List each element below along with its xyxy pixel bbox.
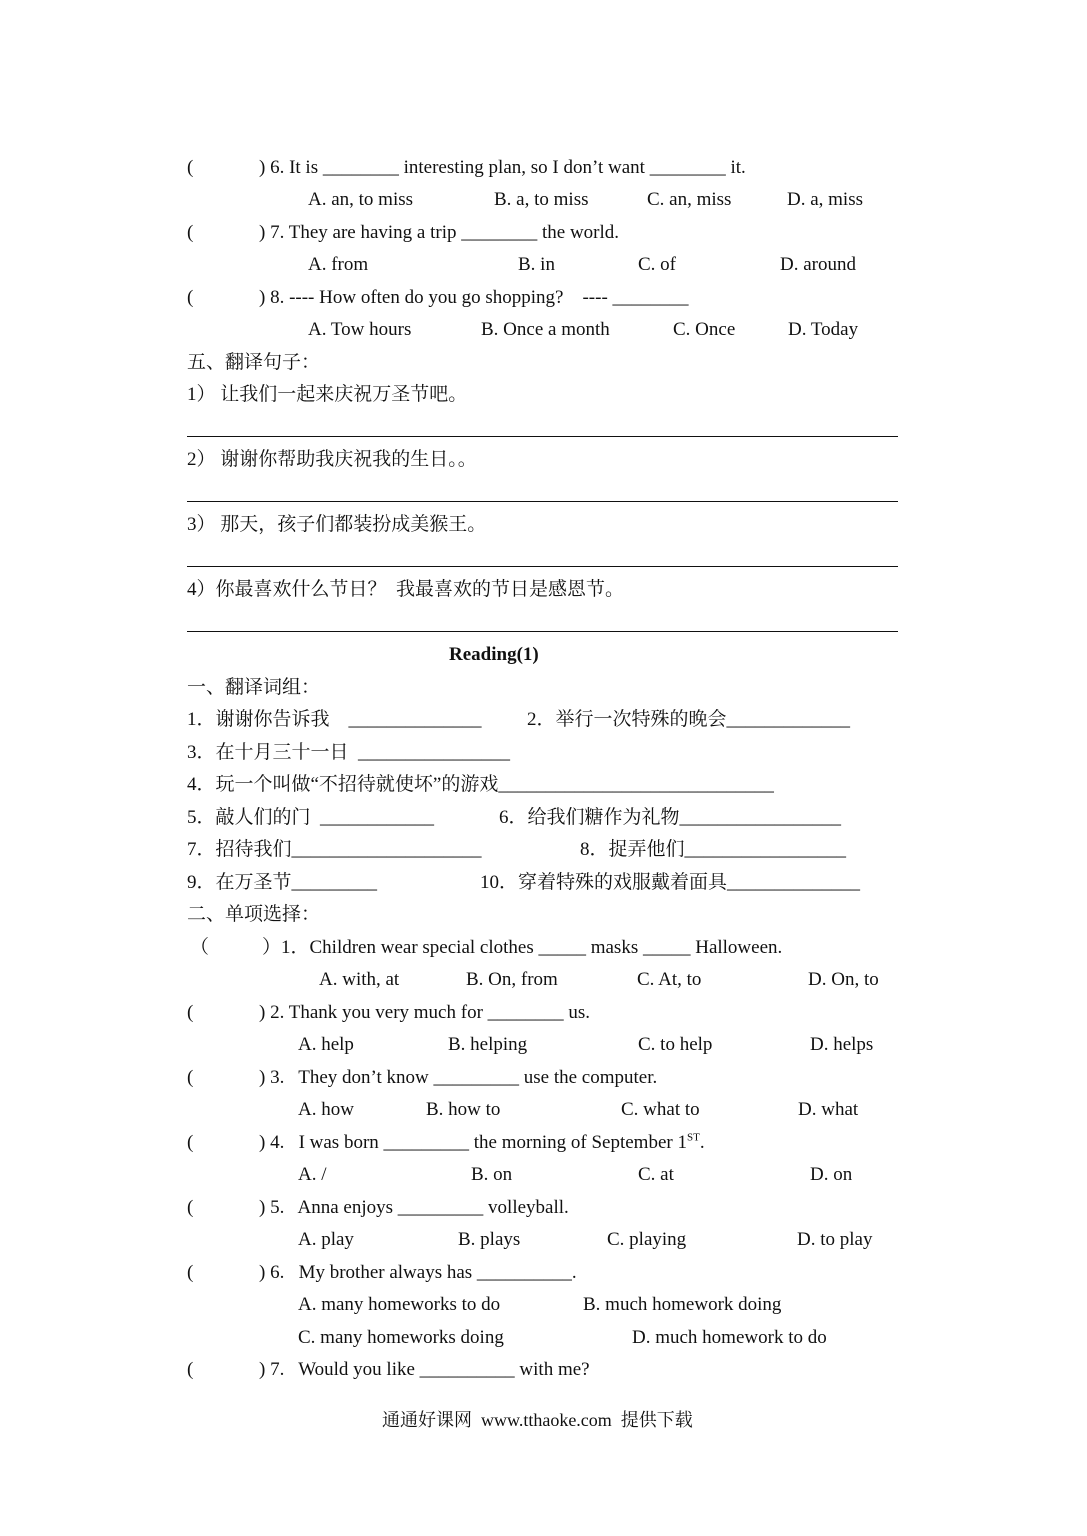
rq3-option-a: A. how xyxy=(298,1099,354,1120)
q8-stem: ) 8. ---- How often do you go shopping? ---- ________ xyxy=(259,287,689,308)
q8-option-b: B. Once a month xyxy=(481,319,610,340)
rq5-paren: ( xyxy=(187,1197,194,1218)
rq4-paren: ( xyxy=(187,1132,194,1153)
section-heading-single-choice: 二、单项选择： xyxy=(187,904,321,925)
phrase-3: 3．在十月三十一日 ________________ xyxy=(187,742,511,763)
rq2-option-b: B. helping xyxy=(448,1034,528,1055)
rq6-option-a: A. many homeworks to do xyxy=(298,1294,501,1315)
rq2-option-a: A. help xyxy=(298,1034,354,1055)
q8-option-d: D. Today xyxy=(788,319,859,340)
answer-line-1 xyxy=(187,436,898,437)
rq7-stem: ) 7. Would you like __________ with me? xyxy=(259,1359,590,1380)
phrase-4: 4．玩一个叫做“不招待就使坏”的游戏_____________________________ xyxy=(187,774,774,795)
rq3-option-d: D. what xyxy=(798,1099,859,1120)
rq5-option-d: D. to play xyxy=(797,1229,873,1250)
page-footer: 通通好课网 www.tthaoke.com 提供下载 xyxy=(382,1410,693,1430)
rq2-option-d: D. helps xyxy=(810,1034,874,1055)
rq2-option-c: C. to help xyxy=(638,1034,713,1055)
reading-title: Reading(1) xyxy=(449,644,539,665)
q6-option-a: A. an, to miss xyxy=(308,189,414,210)
phrase-2: 2．举行一次特殊的晚会_____________ xyxy=(527,709,851,730)
rq6-option-d: D. much homework to do xyxy=(632,1327,827,1348)
q7-option-c: C. of xyxy=(638,254,676,275)
answer-line-4 xyxy=(187,631,898,632)
q7-paren: ( xyxy=(187,222,194,243)
sentence-2: 2） 谢谢你帮助我庆祝我的生日。。 xyxy=(187,449,477,470)
q6-option-b: B. a, to miss xyxy=(494,189,589,210)
phrase-9: 9．在万圣节_________ xyxy=(187,872,378,893)
rq4-superscript: ST xyxy=(686,1131,700,1144)
rq1-option-d: D. On, to xyxy=(808,969,879,990)
rq3-paren: ( xyxy=(187,1067,194,1088)
rq3-option-c: C. what to xyxy=(621,1099,700,1120)
rq5-option-c: C. playing xyxy=(607,1229,687,1250)
section-heading-translate-phrases: 一、翻译词组： xyxy=(187,677,321,698)
rq6-option-b: B. much homework doing xyxy=(583,1294,782,1315)
phrase-10: 10．穿着特殊的戏服戴着面具______________ xyxy=(480,872,861,893)
rq6-option-c: C. many homeworks doing xyxy=(298,1327,504,1348)
rq5-option-b: B. plays xyxy=(458,1229,521,1250)
q6-option-d: D. a, miss xyxy=(787,189,863,210)
rq4-stem: ) 4. I was born _________ the morning of September 1 xyxy=(259,1132,687,1153)
answer-line-2 xyxy=(187,501,898,502)
rq4-option-a: A. / xyxy=(298,1164,327,1185)
q7-option-a: A. from xyxy=(308,254,369,275)
sentence-1: 1） 让我们一起来庆祝万圣节吧。 xyxy=(187,384,468,405)
phrase-8: 8．捉弄他们_________________ xyxy=(580,839,847,860)
q8-option-a: A. Tow hours xyxy=(308,319,412,340)
rq2-paren: ( xyxy=(187,1002,194,1023)
rq4-option-c: C. at xyxy=(638,1164,674,1185)
rq4-stem-line xyxy=(259,1131,705,1155)
phrase-1: 1．谢谢你告诉我 ______________ xyxy=(187,709,482,730)
section-heading-translate-sentences: 五、翻译句子： xyxy=(187,352,321,373)
sentence-4: 4）你最喜欢什么节日？ 我最喜欢的节日是感恩节。 xyxy=(187,579,625,600)
rq5-stem: ) 5. Anna enjoys _________ volleyball. xyxy=(259,1197,569,1218)
rq6-paren: ( xyxy=(187,1262,194,1283)
rq7-paren: ( xyxy=(187,1359,194,1380)
rq2-stem: ) 2. Thank you very much for ________ us. xyxy=(259,1002,591,1023)
q6-option-c: C. an, miss xyxy=(647,189,732,210)
q6-stem: ) 6. It is ________ interesting plan, so I don’t want ________ it. xyxy=(259,157,746,178)
sentence-3: 3） 那天，孩子们都装扮成美猴王。 xyxy=(187,514,487,535)
rq4-option-d: D. on xyxy=(810,1164,853,1185)
rq4-end: . xyxy=(699,1132,705,1153)
phrase-5: 5．敲人们的门 ____________ xyxy=(187,807,435,828)
rq1-stem: ）1．Children wear special clothes _____ masks _____ Halloween. xyxy=(262,937,783,958)
rq3-option-b: B. how to xyxy=(426,1099,501,1120)
rq6-stem: ) 6. My brother always has __________. xyxy=(259,1262,577,1283)
rq4-option-b: B. on xyxy=(471,1164,513,1185)
phrase-7: 7．招待我们____________________ xyxy=(187,839,482,860)
rq1-paren: （ xyxy=(190,937,210,958)
q8-paren: ( xyxy=(187,287,194,308)
q6-paren: ( xyxy=(187,157,194,178)
rq5-option-a: A. play xyxy=(298,1229,354,1250)
rq1-option-a: A. with, at xyxy=(319,969,400,990)
q7-stem: ) 7. They are having a trip ________ the world. xyxy=(259,222,620,243)
q7-option-b: B. in xyxy=(518,254,555,275)
phrase-6: 6．给我们糖作为礼物_________________ xyxy=(499,807,842,828)
q8-option-c: C. Once xyxy=(673,319,736,340)
rq3-stem: ) 3. They don’t know _________ use the computer. xyxy=(259,1067,658,1088)
rq1-option-b: B. On, from xyxy=(466,969,558,990)
q7-option-d: D. around xyxy=(780,254,856,275)
answer-line-3 xyxy=(187,566,898,567)
rq1-option-c: C. At, to xyxy=(637,969,702,990)
